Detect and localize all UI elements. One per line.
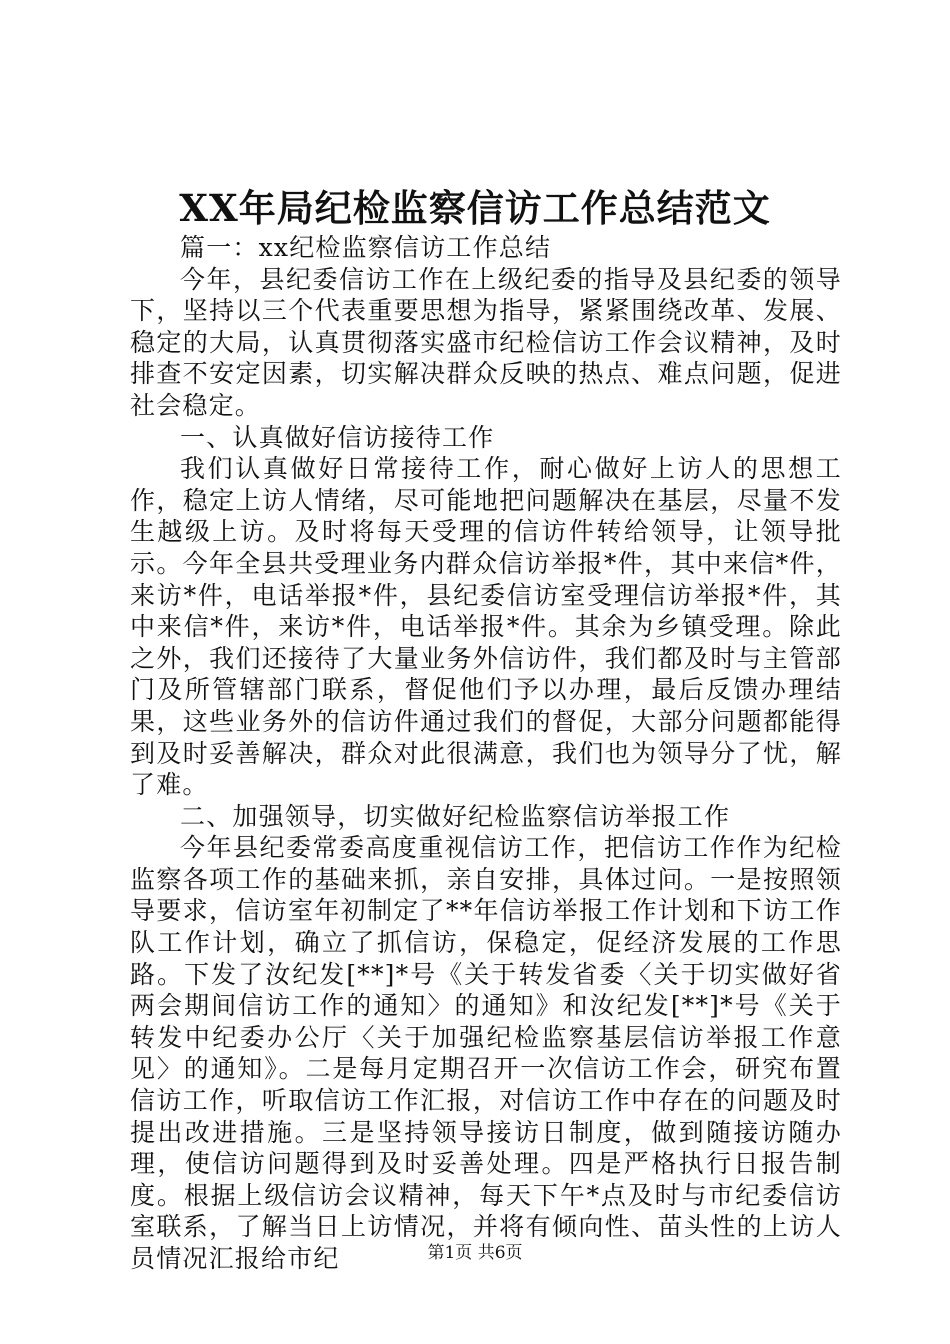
section-heading: 篇一：xx纪检监察信访工作总结 (180, 233, 552, 262)
document-title: XX年局纪检监察信访工作总结范文 (179, 186, 771, 230)
section-heading: 一、认真做好信访接待工作 (180, 422, 495, 452)
body-paragraph: 我们认真做好日常接待工作，耐心做好上访人的思想工作，稳定上访人情绪，尽可能地把问题解决在基层，尽量不发生越级上访。及时将每天受理的信访件转给领导，让领导批示。今年全县共受理业务内群众信访举报*件，其中来信*件，来访*件，电话举报*件，县纪委信访室受理信访举报*件，其中来信*件，来访*件，电话举报*件。其余为乡镇受理。除此之外，我们还接待了大量业务外信访件，我们都及时与主管部门及所管辖部门联系，督促他们予以办理，最后反馈办理结果，这些业务外的信访件通过我们的督促，大部分问题都能得到及时妥善解决，群众对此很满意，我们也为领导分了忧，解了难。 (130, 454, 842, 800)
page-number-footer: 第1页 共6页 (427, 1243, 523, 1263)
document-body (130, 232, 842, 1275)
section-heading: 二、加强领导，切实做好纪检监察信访举报工作 (180, 801, 731, 831)
body-paragraph: 今年，县纪委信访工作在上级纪委的指导及县纪委的领导下，坚持以三个代表重要思想为指导，紧紧围绕改革、发展、稳定的大局，认真贯彻落实盛市纪检信访工作会议精神，及时排查不安定因素，切实解决群众反映的热点、难点问题，促进社会稳定。 (130, 264, 842, 420)
body-paragraph: 今年县纪委常委高度重视信访工作，把信访工作作为纪检监察各项工作的基础来抓，亲自安排，具体过问。一是按照领导要求，信访室年初制定了**年信访举报工作计划和下访工作队工作计划，确立了抓信访，保稳定，促经济发展的工作思路。下发了汝纪发[**]*号《关于转发省委〈关于切实做好省两会期间信访工作的通知〉的通知》和汝纪发[**]*号《关于转发中纪委办公厅〈关于加强纪检监察基层信访举报工作意见〉的通知》。二是每月定期召开一次信访工作会，研究布置信访工作，听取信访工作汇报，对信访工作中存在的问题及时提出改进措施。三是坚持领导接访日制度，做到随接访随办理，使信访问题得到及时妥善处理。四是严格执行日报告制度。根据上级信访会议精神，每天下午*点及时与市纪委信访室联系，了解当日上访情况，并将有倾向性、苗头性的上访人员情况汇报给市纪 (130, 833, 842, 1273)
